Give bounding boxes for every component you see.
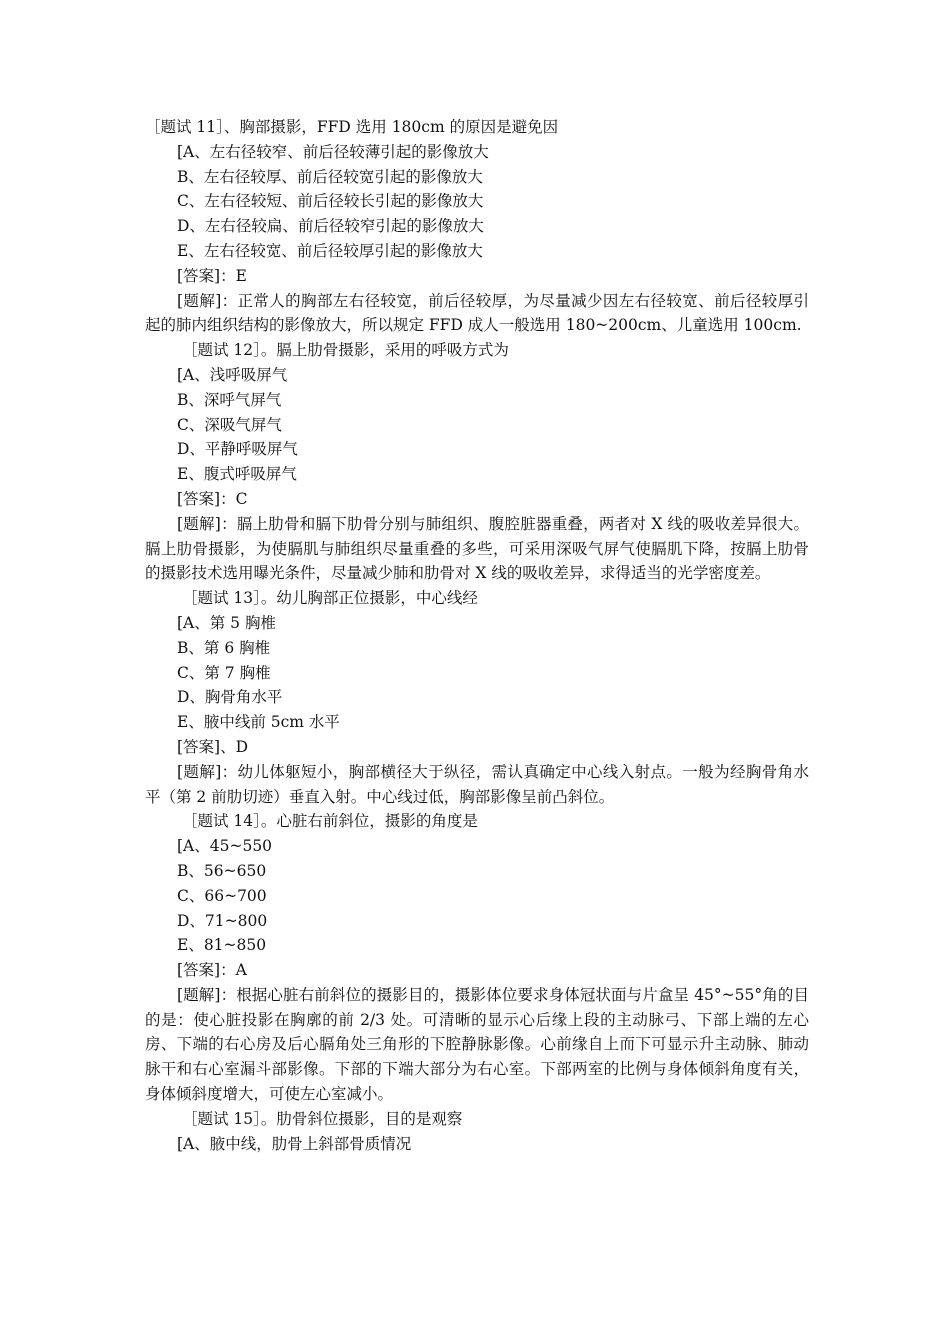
explanation: [题解]：膈上肋骨和膈下肋骨分别与肺组织、腹腔脏器重叠，两者对 X 线的吸收差异很大。膈上肋骨摄影，为使膈肌与肺组织尽量重叠的多些，可采用深吸气屏气使膈肌下降，按膈上肋骨的摄影技术选用曝光条件，尽量减少肺和肋骨对 X 线的吸收差异，求得适当的光学密度差。 — [145, 514, 809, 583]
option-a: [A、左右径较窄、前后径较薄引起的影像放大 — [177, 142, 489, 161]
option-b: B、左右径较厚、前后径较宽引起的影像放大 — [177, 167, 483, 186]
answer: [答案]：A — [177, 961, 247, 980]
explanation: [题解]：根据心脏右前斜位的摄影目的，摄影体位要求身体冠状面与片盒呈 45°~55°角的目的是：使心脏投影在胸廓的前 2/3 处。可清晰的显示心后缘上段的主动脉弓、下部上端的左心房、下端的右心房及后心膈角处三角形的下腔静脉影像。心前缘自上而下可显示升主动脉、肺动脉干和右心室漏斗部影像。下部的下端大部分为右心室。下部两室的比例与身体倾斜角度有关，身体倾斜度增大，可使左心室减小。 — [145, 985, 809, 1104]
option-d: D、胸骨角水平 — [177, 688, 283, 707]
option-d: D、平静呼吸屏气 — [177, 440, 298, 459]
explanation: [题解]：幼儿体躯短小，胸部横径大于纵径，需认真确定中心线入射点。一般为经胸骨角水平（第 2 前肋切迹）垂直入射。中心线过低，胸部影像呈前凸斜位。 — [145, 762, 809, 806]
answer: [答案]、D — [177, 737, 249, 756]
option-a: [A、腋中线，肋骨上斜部骨质情况 — [177, 1134, 412, 1153]
answer: [答案]：C — [177, 489, 248, 508]
option-e: E、腹式呼吸屏气 — [177, 465, 297, 484]
option-b: B、第 6 胸椎 — [177, 638, 271, 657]
option-b: B、56~650 — [177, 861, 267, 880]
option-b: B、深呼气屏气 — [177, 390, 282, 409]
option-c: C、66~700 — [177, 886, 267, 905]
option-e: E、左右径较宽、前后径较厚引起的影像放大 — [177, 241, 483, 260]
document-page — [145, 115, 809, 1156]
question-13 — [145, 586, 809, 809]
question-title: ［题试 14］。心脏右前斜位，摄影的角度是 — [182, 812, 478, 831]
option-e: E、腋中线前 5cm 水平 — [177, 713, 340, 732]
question-title: ［题试 12］。膈上肋骨摄影，采用的呼吸方式为 — [182, 341, 509, 360]
explanation: [题解]：正常人的胸部左右径较宽，前后径较厚，为尽量减少因左右径较宽、前后径较厚引起的肺内组织结构的影像放大，所以规定 FFD 成人一般选用 180~200cm、儿童选用 100cm. — [145, 291, 809, 335]
option-a: [A、浅呼吸屏气 — [177, 365, 288, 384]
question-11 — [145, 115, 809, 338]
option-c: C、第 7 胸椎 — [177, 663, 271, 682]
option-d: D、71~800 — [177, 911, 268, 930]
question-title: ［题试 13］。幼儿胸部正位摄影，中心线经 — [182, 589, 478, 608]
option-a: [A、45~550 — [177, 837, 273, 856]
option-e: E、81~850 — [177, 936, 267, 955]
question-title: ［题试 11］、胸部摄影，FFD 选用 180cm 的原因是避免因 — [145, 118, 559, 136]
option-c: C、深吸气屏气 — [177, 415, 282, 434]
option-d: D、左右径较扁、前后径较窄引起的影像放大 — [177, 217, 484, 236]
question-14 — [145, 809, 809, 1107]
answer: [答案]：E — [177, 266, 247, 285]
question-title: ［题试 15］。肋骨斜位摄影，目的是观察 — [182, 1109, 463, 1128]
question-12 — [145, 338, 809, 586]
option-c: C、左右径较短、前后径较长引起的影像放大 — [177, 192, 484, 211]
question-15 — [145, 1107, 809, 1157]
option-a: [A、第 5 胸椎 — [177, 613, 276, 632]
